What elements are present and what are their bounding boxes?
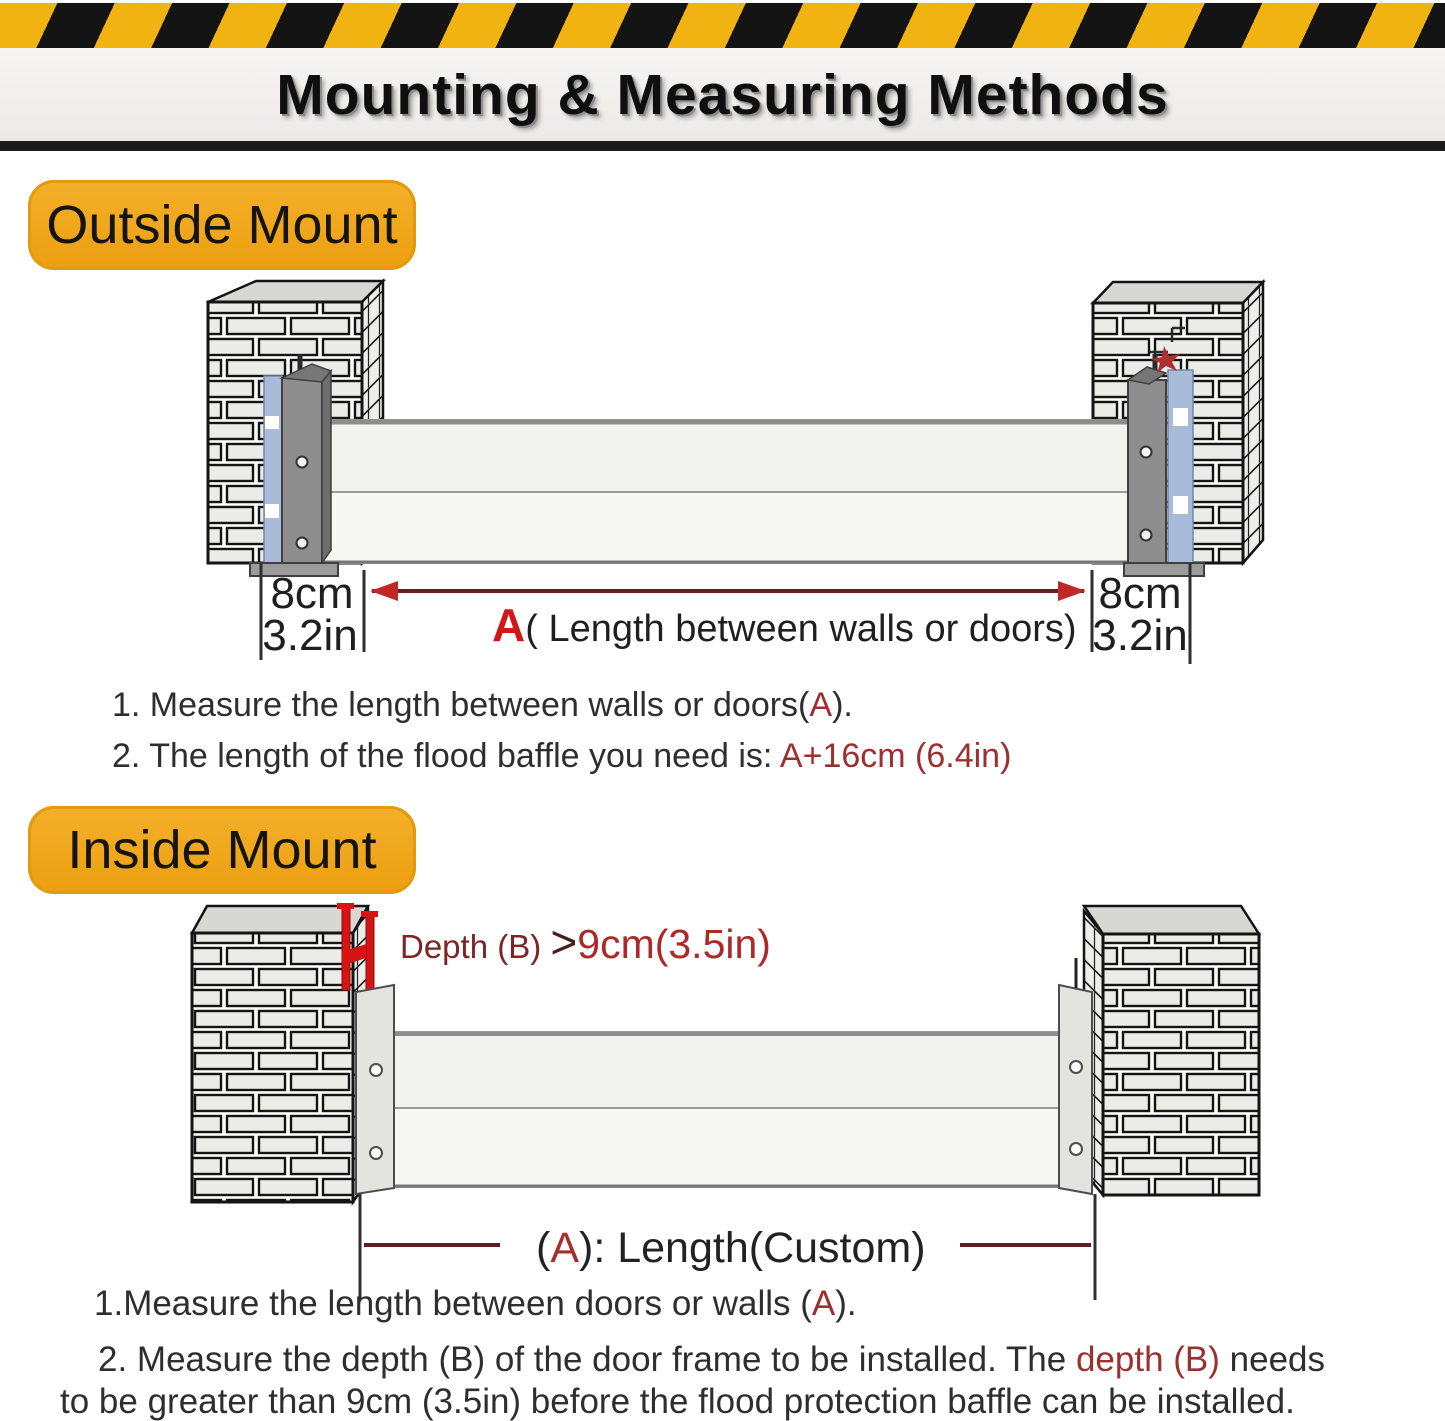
length-label-a: A [492, 599, 526, 651]
pillar-top-face [1093, 282, 1263, 303]
pillar-side-face [1243, 282, 1263, 563]
outside-step-1 [112, 686, 853, 725]
bracket-body [356, 985, 394, 1194]
depth-bar-back [366, 914, 374, 994]
outside-mount-label-text: Outside Mount [46, 195, 398, 255]
outside-step-2-formula: A+16cm (6.4in) [779, 737, 1012, 775]
inside-step-1-a: A [811, 1284, 836, 1323]
screw-hole [370, 1147, 382, 1159]
seal-strip [264, 376, 282, 563]
depth-label-text: Depth (B) [400, 928, 551, 965]
depth-tick [337, 903, 354, 909]
dimension-3-2in-right: 3.2in [1092, 611, 1188, 660]
channel-side [322, 371, 331, 563]
pillar-top-face [1084, 906, 1259, 934]
inside-step-1-text: 1.Measure the length between doors or walls ( [94, 1284, 812, 1323]
outside-step-2 [112, 737, 1011, 776]
outside-step-1-a: A [809, 686, 833, 724]
channel-body [282, 378, 322, 563]
dimension-annotations-outside [261, 563, 1190, 664]
depth-bar-front [342, 906, 350, 990]
seal-bolt [265, 416, 279, 429]
dimension-3-2in-left: 3.2in [262, 611, 358, 660]
screw-hole [370, 1064, 382, 1076]
screw-hole [297, 538, 308, 549]
seal-strip [1168, 370, 1193, 563]
flood-barrier-panel-top [394, 1032, 1059, 1108]
mounting-bracket-left [356, 985, 394, 1194]
length-open-paren: ( [536, 1224, 551, 1272]
brick-pillar-right [1084, 906, 1259, 1195]
depth-tick [361, 911, 378, 917]
flood-barrier [323, 420, 1130, 563]
pillar-front-face [192, 933, 353, 1202]
inside-step-2 [98, 1340, 1325, 1380]
flood-barrier-panel-bottom [394, 1108, 1059, 1187]
inside-step-1-end: ). [835, 1284, 857, 1323]
screw-hole [1070, 1143, 1082, 1155]
depth-greater-than: > [550, 916, 578, 968]
seal-bolt [265, 504, 279, 518]
flood-barrier [394, 1032, 1059, 1187]
outside-step-1-text: 1. Measure the length between walls or doors( [112, 686, 810, 724]
arrowhead-left [370, 581, 398, 601]
inside-step-3-text: to be greater than 9cm (3.5in) before the flood protection baffle can be installed. [60, 1382, 1295, 1421]
screw-hole [1141, 530, 1152, 541]
inside-step-2-depth: depth (B) [1075, 1340, 1220, 1379]
inside-step-2-end: needs [1219, 1340, 1326, 1379]
length-a: A [550, 1224, 580, 1272]
screw-hole [1141, 447, 1152, 458]
screw-hole [297, 457, 308, 468]
inside-step-2-text: 2. Measure the depth (B) of the door frame to be installed. The [98, 1340, 1076, 1379]
dimension-8cm-right: 8cm [1098, 569, 1182, 618]
length-label-rest: ( Length between walls or doors) [525, 608, 1077, 650]
flood-barrier-panel-bottom [323, 492, 1130, 563]
seal-bolt [1173, 408, 1188, 426]
bracket-body [1059, 985, 1092, 1194]
pillar-top-face [208, 281, 383, 302]
mounting-bracket-right [1059, 958, 1092, 1194]
inside-step-1 [94, 1284, 857, 1324]
inside-mount-diagram [192, 903, 1259, 1300]
seal-bolt [1173, 496, 1188, 514]
pillar-front-face [1103, 934, 1259, 1195]
mounting-channel-right [1124, 346, 1204, 576]
outside-step-1-end: ). [832, 686, 853, 724]
depth-label [400, 916, 771, 968]
page-title: Mounting & Measuring Methods [276, 62, 1169, 127]
length-rest: ): Length(Custom) [579, 1224, 926, 1272]
screw-hole [1070, 1061, 1082, 1073]
flood-barrier-panel-top [323, 420, 1130, 492]
outside-mount-diagram [208, 281, 1263, 664]
length-custom-label [536, 1224, 926, 1272]
arrowhead-right [1058, 581, 1086, 601]
inside-step-3 [60, 1382, 1295, 1421]
length-arrow-label [492, 599, 1077, 651]
outside-step-2-text: 2. The length of the flood baffle you need is: [112, 737, 780, 775]
inside-mount-label-text: Inside Mount [67, 820, 377, 880]
dimension-8cm-left: 8cm [270, 569, 354, 618]
depth-value: 9cm(3.5in) [577, 921, 771, 967]
